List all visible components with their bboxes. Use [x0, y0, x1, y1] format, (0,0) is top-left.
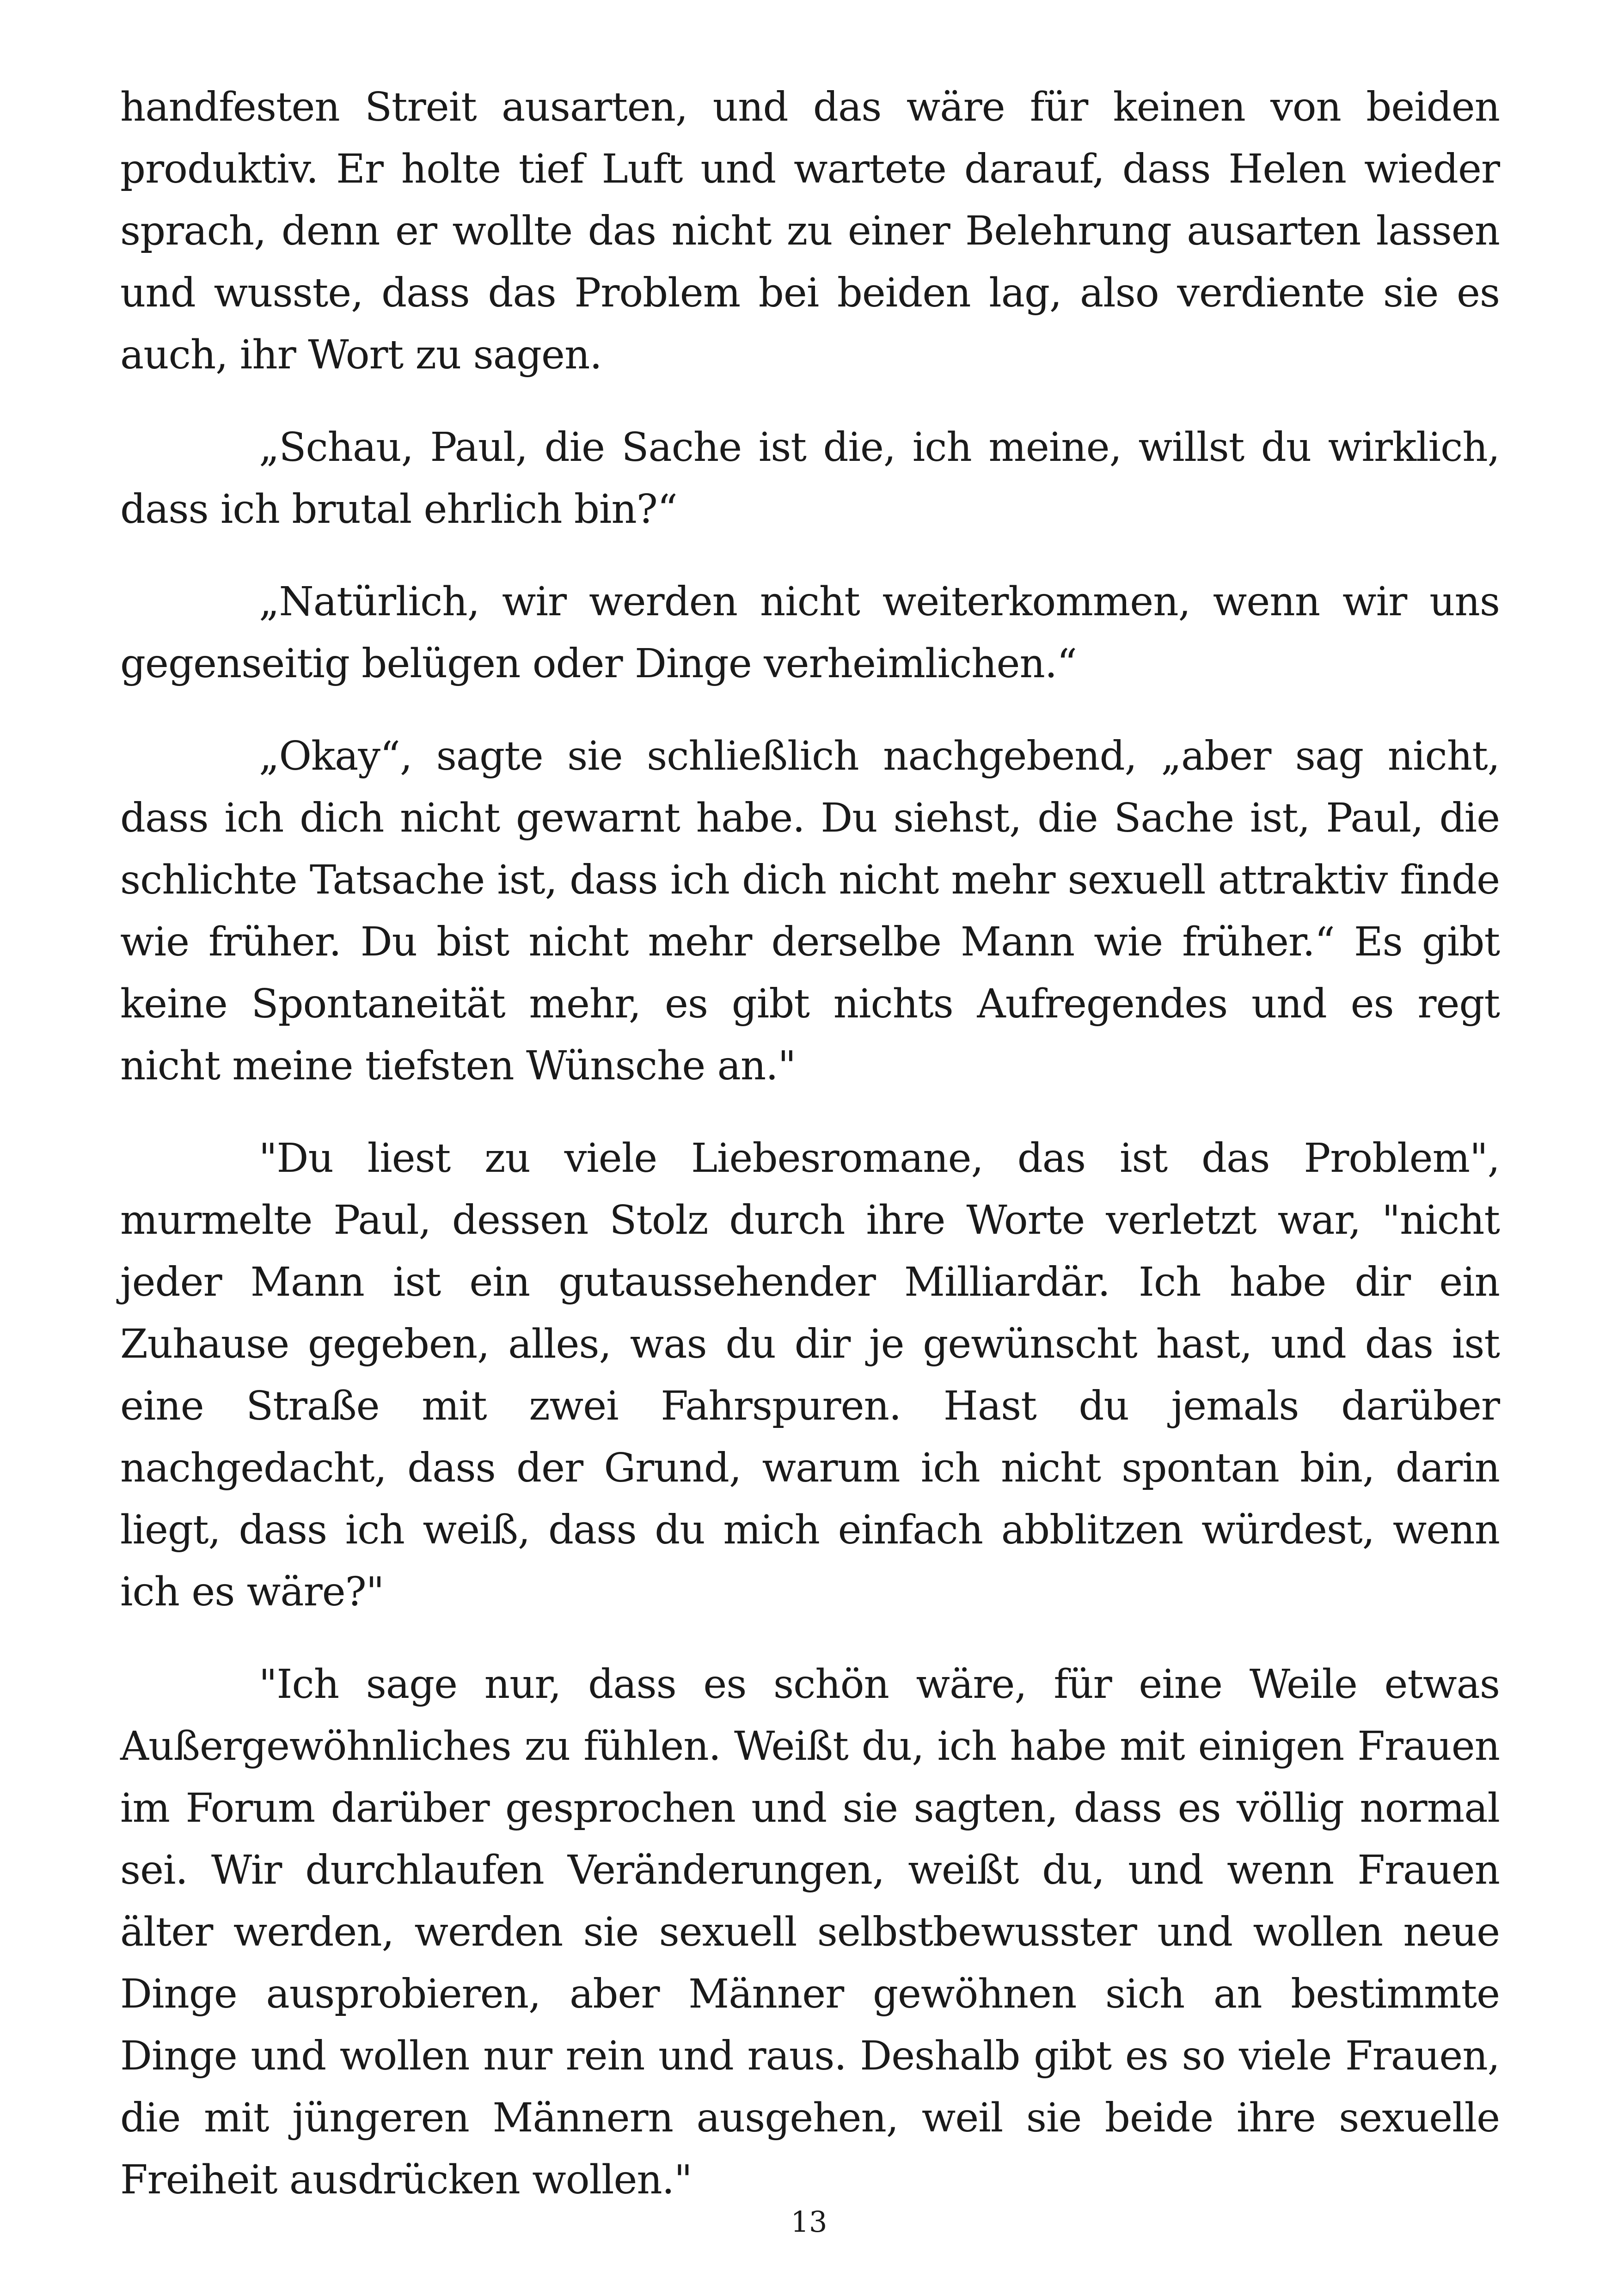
- paragraph-dialogue: „Schau, Paul, die Sache ist die, ich meine, willst du wirklich, dass ich brutal ehrlich bin?“: [120, 424, 1500, 533]
- page-number: 13: [791, 2205, 827, 2239]
- paragraph-dialogue: „Natürlich, wir werden nicht weiterkommen, wenn wir uns gegenseitig belügen oder Dinge verheimlichen.“: [120, 579, 1500, 687]
- paragraph-dialogue: "Du liest zu viele Liebesromane, das ist das Problem", murmelte Paul, dessen Stolz durch ihre Worte verletzt war, "nicht jeder Mann ist ein gutaussehender Milliardär. Ich habe dir ein Zuhause gegeben, alles, was du dir je gewünscht hast, und das ist eine Straße mit zwei Fahrspuren. Hast du jemals darüber nachgedacht, dass der Grund, warum ich nicht spontan bin, darin liegt, dass ich weiß, dass du mich einfach abblitzen würdest, wenn ich es wäre?": [120, 1135, 1500, 1615]
- page-body: [120, 76, 1500, 2241]
- paragraph-dialogue: „Okay“, sagte sie schließlich nachgebend, „aber sag nicht, dass ich dich nicht gewarnt habe. Du siehst, die Sache ist, Paul, die schlichte Tatsache ist, dass ich dich nicht mehr sexuell attraktiv finde wie früher. Du bist nicht mehr derselbe Mann wie früher.“ Es gibt keine Spontaneität mehr, es gibt nichts Aufregendes und es regt nicht meine tiefsten Wünsche an.": [120, 733, 1500, 1089]
- paragraph-continuation: handfesten Streit ausarten, und das wäre für keinen von beiden produktiv. Er holte tief Luft und wartete darauf, dass Helen wieder sprach, denn er wollte das nicht zu einer Belehrung ausarten lassen und wusste, dass das Problem bei beiden lag, also verdiente sie es auch, ihr Wort zu sagen.: [120, 84, 1500, 378]
- paragraph-dialogue: "Ich sage nur, dass es schön wäre, für eine Weile etwas Außergewöhnliches zu fühlen. Weißt du, ich habe mit einigen Frauen im Forum darüber gesprochen und sie sagten, dass es völlig normal sei. Wir durchlaufen Veränderungen, weißt du, und wenn Frauen älter werden, werden sie sexuell selbstbewusster und wollen neue Dinge ausprobieren, aber Männer gewöhnen sich an bestimmte Dinge und wollen nur rein und raus. Deshalb gibt es so viele Frauen, die mit jüngeren Männern ausgehen, weil sie beide ihre sexuelle Freiheit ausdrücken wollen.": [120, 1661, 1500, 2203]
